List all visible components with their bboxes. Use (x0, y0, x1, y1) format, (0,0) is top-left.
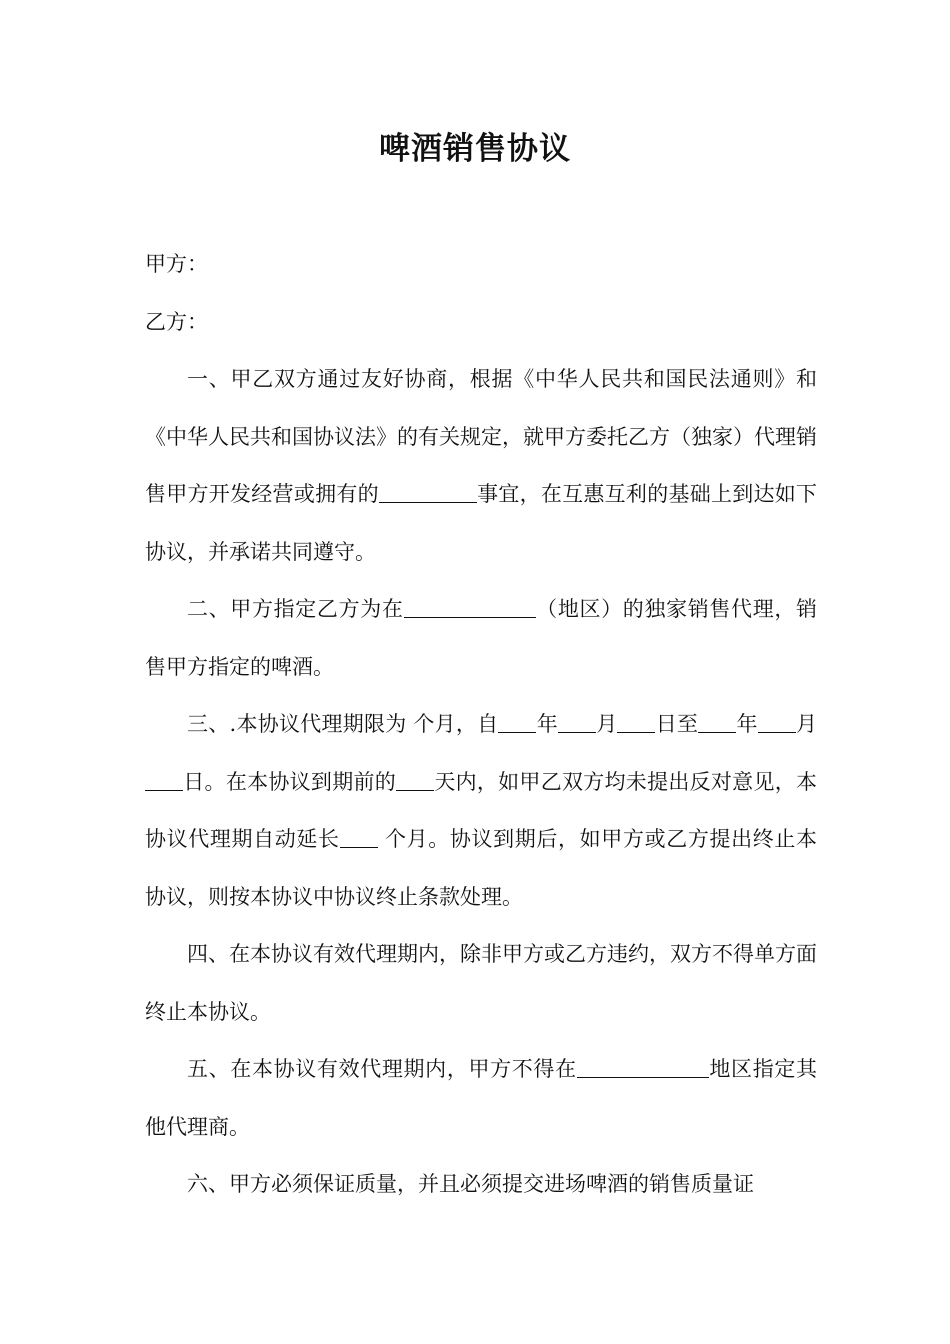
fill-blank-start-year[interactable] (498, 710, 536, 733)
clause-3-month-1: 月 (595, 712, 618, 736)
party-a-line: 甲方： (145, 252, 208, 276)
clause-3-month-2: 月 (795, 712, 818, 736)
fill-blank-notice-days[interactable] (396, 768, 434, 791)
clause-1-text-a: 一、甲乙双方通过友好协商，根据《中华人民共和国民法通则》和《中华人民共和国协议法》的有关规定，就甲方委托乙方（独家）代理销售甲方开发经营或拥有的 (145, 367, 817, 506)
clause-2-text-a: 二、甲方指定乙方为在 (187, 597, 404, 621)
fill-blank-start-day[interactable] (617, 710, 655, 733)
party-b-line: 乙方： (145, 309, 208, 334)
fill-blank-region[interactable] (404, 595, 536, 618)
clause-3-day-1: 日至 (655, 712, 699, 736)
fill-blank-extension-months[interactable] (340, 825, 378, 848)
clause-3-rest-text: 个月。协议到期后，如甲方或乙方提出终止本协议，则按本协议中协议终止条款处理。 (145, 827, 817, 909)
fill-blank-exclusive-region[interactable] (577, 1055, 709, 1078)
clause-3-days-text: 天内，如甲乙双方均未提出反对意见，本协议代理期自动延长 (145, 769, 818, 851)
clause-3-year-2: 年 (736, 712, 758, 736)
clause-6: 六、甲方必须保证质量，并且必须提交进场啤酒的销售质量证 (187, 1172, 754, 1196)
fill-blank-product[interactable] (379, 480, 477, 503)
clause-1 (145, 351, 817, 581)
clause-2-text-b: （地区）的独家销售代理，销售甲方指定的啤酒。 (145, 597, 818, 679)
clause-5-text-b: 地区指定其他代理商。 (145, 1057, 818, 1139)
document-body (145, 236, 817, 1214)
clause-3-text-a: 三、.本协议代理期限为 个月，自 (187, 712, 499, 736)
clause-4: 四、在本协议有效代理期内，除非甲方或乙方违约，双方不得单方面终止本协议。 (145, 942, 817, 1024)
clause-1-text-b: 事宜，在互惠互利的基础上到达如下协议，并承诺共同遵守。 (145, 482, 818, 564)
clause-3-day-2: 日。在本协议到期前的 (183, 769, 397, 794)
clause-3 (145, 696, 817, 926)
clause-5 (145, 1041, 817, 1156)
clause-3-year-1: 年 (536, 712, 558, 736)
fill-blank-end-day[interactable] (145, 768, 183, 791)
fill-blank-start-month[interactable] (558, 710, 596, 733)
document-title: 啤酒销售协议 (379, 131, 571, 167)
fill-blank-end-month[interactable] (758, 710, 796, 733)
clause-5-text-a: 五、在本协议有效代理期内，甲方不得在 (187, 1057, 577, 1081)
clause-2 (145, 581, 817, 696)
fill-blank-end-year[interactable] (698, 710, 736, 733)
